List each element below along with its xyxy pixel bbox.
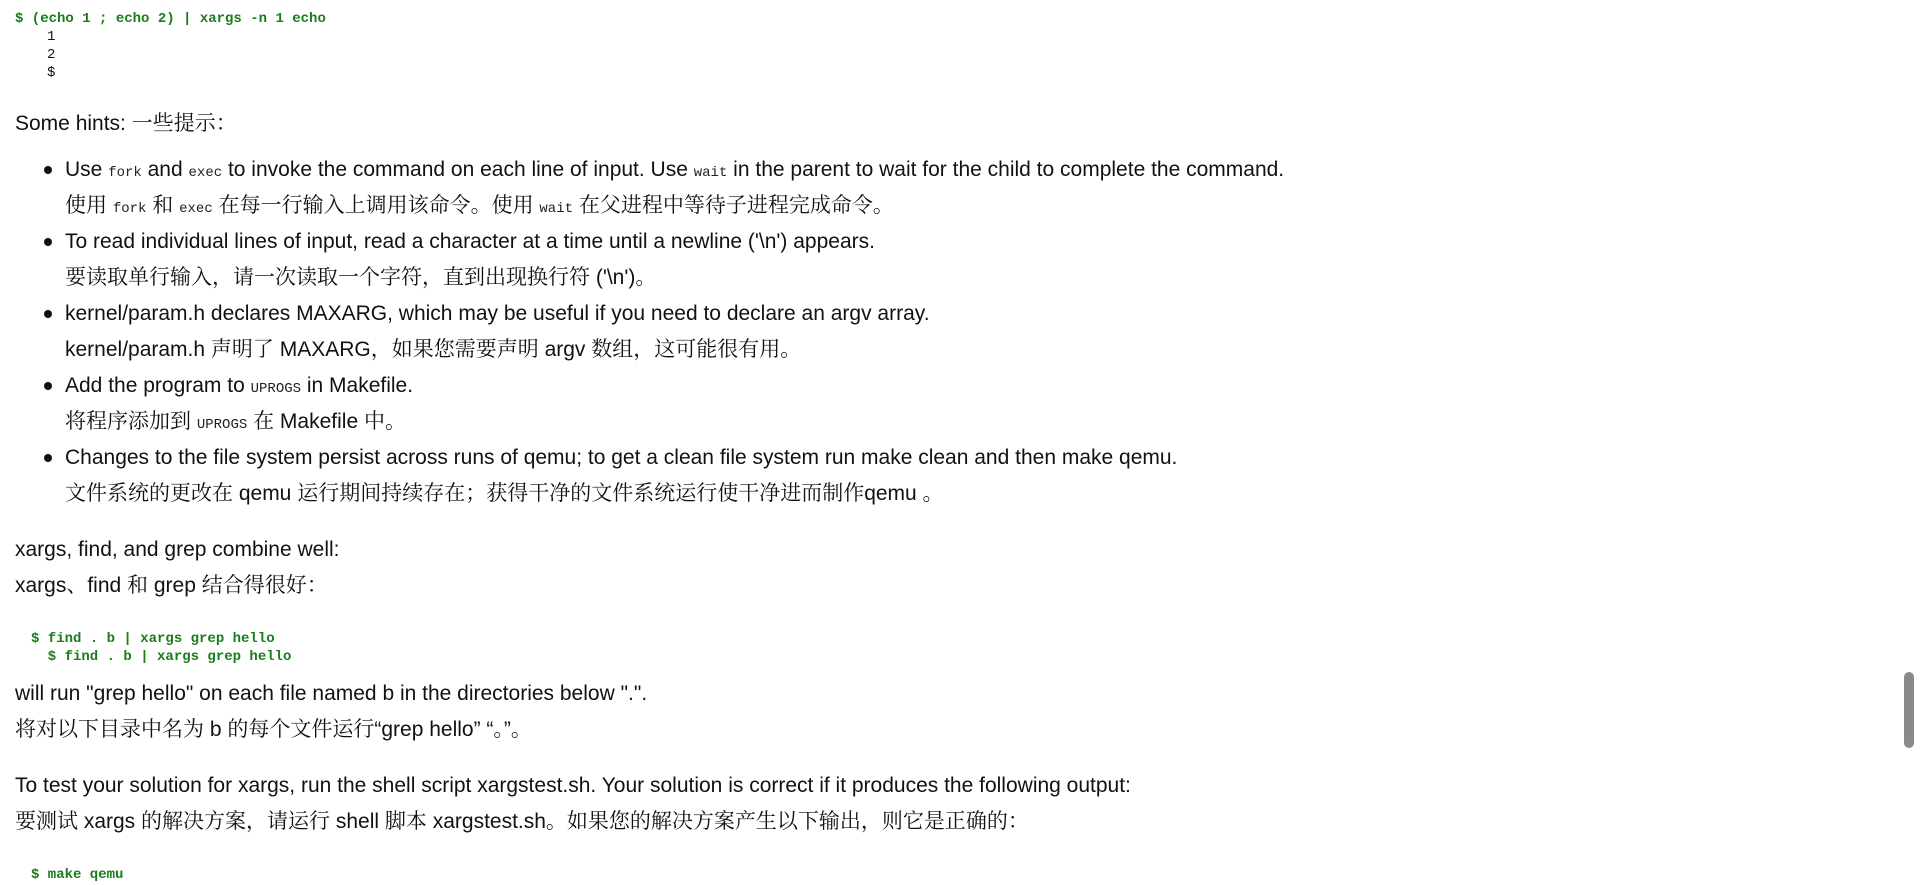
hint-item-zh: 要读取单行输入，请一次读取一个字符，直到出现换行符 ('\n')。: [65, 266, 657, 289]
bullet-dot: [44, 382, 52, 390]
vertical-scrollbar[interactable]: [1900, 0, 1920, 885]
code-command: $ find . b | xargs grep hello: [31, 631, 275, 647]
inline-code: fork: [112, 201, 147, 217]
code-output-line: $: [47, 65, 56, 81]
code-output-line: 2: [47, 47, 56, 63]
inline-code: exec: [179, 201, 213, 217]
inline-code: wait: [539, 201, 574, 217]
inline-code: UPROGS: [250, 381, 302, 397]
bullet-dot: [44, 166, 52, 174]
code-command: $ find . b | xargs grep hello: [31, 649, 292, 665]
paragraph-zh: 要测试 xargs 的解决方案，请运行 shell 脚本 xargstest.sh。如果您的解决方案产生以下输出，则它是正确的：: [15, 810, 1029, 833]
scrollbar-thumb[interactable]: [1904, 672, 1914, 748]
bullet-dot: [44, 454, 52, 462]
hint-item-zh: 将程序添加到 UPROGS 在 Makefile 中。: [65, 410, 406, 433]
hint-item-zh: 使用 fork 和 exec 在每一行输入上调用该命令。使用 wait 在父进程中等待子进程完成命令。: [65, 194, 894, 217]
hint-item-en: kernel/param.h declares MAXARG, which may be useful if you need to declare an argv array.: [65, 302, 930, 325]
inline-code: exec: [188, 165, 223, 181]
hint-item-en: Changes to the file system persist across runs of qemu; to get a clean file system run make clean and then make qemu.: [65, 446, 1178, 469]
code-output-line: 1: [47, 29, 56, 45]
inline-code: fork: [108, 165, 142, 181]
paragraph-en: xargs, find, and grep combine well:: [15, 538, 340, 561]
paragraph-zh: xargs、find 和 grep 结合得很好：: [15, 574, 328, 597]
hints-heading: Some hints: 一些提示：: [15, 112, 237, 135]
inline-code: UPROGS: [196, 417, 248, 433]
bullet-dot: [44, 238, 52, 246]
inline-code: wait: [693, 165, 728, 181]
hint-item-zh: 文件系统的更改在 qemu 运行期间持续存在；获得干净的文件系统运行使干净进而制作qemu 。: [65, 482, 944, 505]
hint-item-en: Use fork and exec to invoke the command on each line of input. Use wait in the parent to wait for the child to complete the command.: [65, 158, 1285, 181]
hint-item-en: To read individual lines of input, read a character at a time until a newline ('\n') appears.: [65, 230, 875, 253]
paragraph-en: To test your solution for xargs, run the shell script xargstest.sh. Your solution is correct if it produces the following output:: [15, 774, 1131, 797]
hint-item-zh: kernel/param.h 声明了 MAXARG，如果您需要声明 argv 数组，这可能很有用。: [65, 338, 802, 361]
paragraph-zh: 将对以下目录中名为 b 的每个文件运行“grep hello” “。”。: [15, 718, 532, 741]
hint-item-en: Add the program to UPROGS in Makefile.: [65, 374, 414, 397]
bullet-dot: [44, 310, 52, 318]
paragraph-en: will run "grep hello" on each file named b in the directories below ".".: [15, 682, 648, 705]
code-command: $ (echo 1 ; echo 2) | xargs -n 1 echo: [15, 11, 326, 27]
code-command: $ make qemu: [31, 867, 124, 883]
